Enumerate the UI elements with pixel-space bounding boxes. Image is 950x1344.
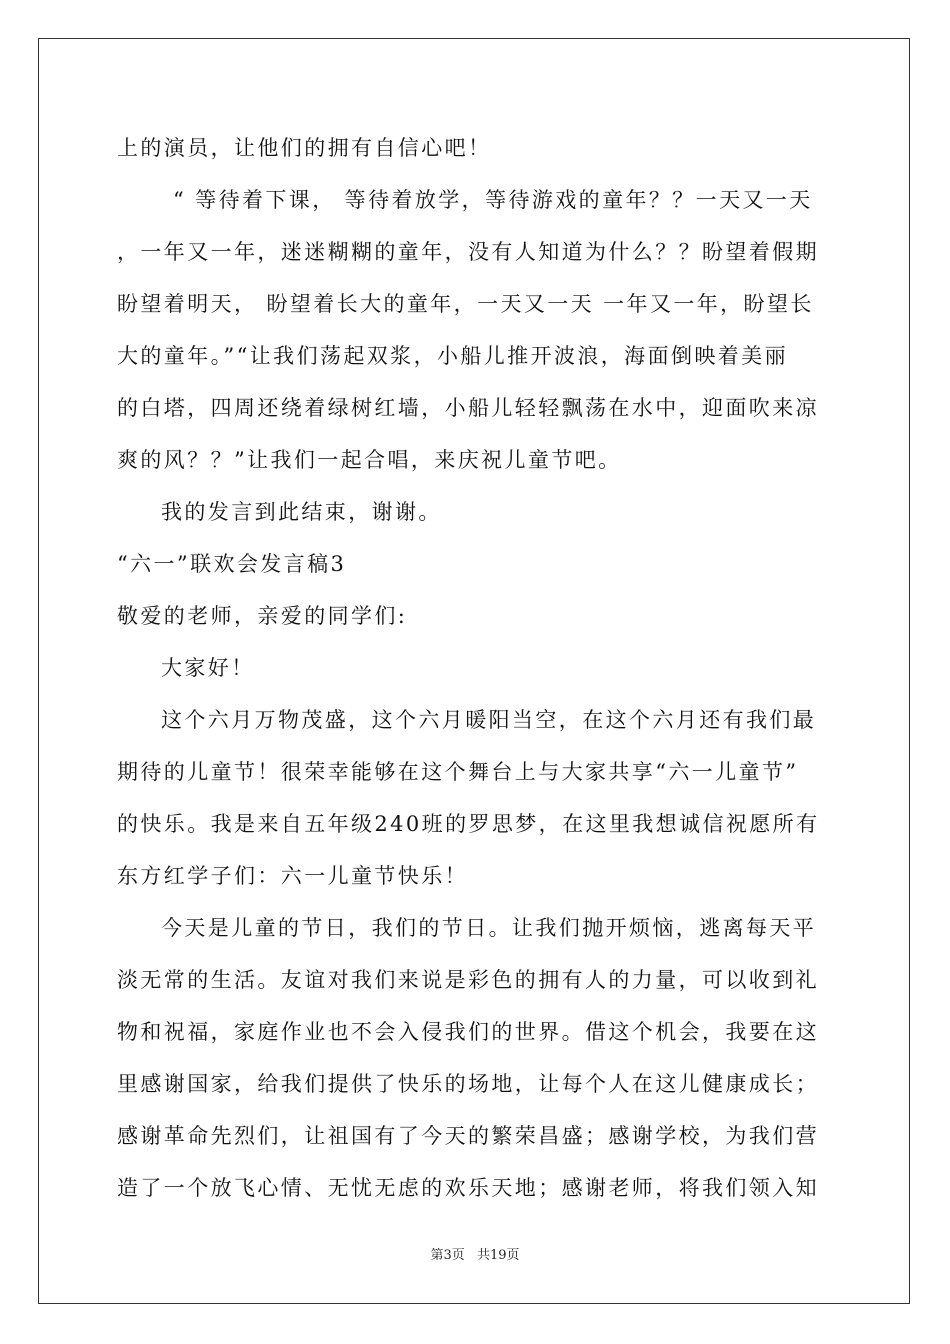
page-total: 共19页	[476, 1248, 520, 1263]
text-line: 这个六月万物茂盛，这个六月暖阳当空，在这个六月还有我们最	[161, 708, 817, 732]
section-heading: “六一”联欢会发言稿3	[117, 552, 347, 576]
greeting: 大家好！	[161, 656, 255, 680]
text-line: 淡无常的生活。友谊对我们来说是彩色的拥有人的力量，可以收到礼	[117, 968, 819, 992]
text-line: 造了一个放飞心情、无忧无虑的欢乐天地；感谢老师，将我们领入知	[117, 1176, 819, 1200]
text-line: ，一年又一年，迷迷糊糊的童年，没有人知道为什么？？盼望着假期	[117, 240, 819, 264]
text-line: 我的发言到此结束，谢谢。	[161, 500, 442, 524]
text-line: 期待的儿童节！很荣幸能够在这个舞台上与大家共享“六一儿童节”	[117, 760, 799, 784]
text-line: 里感谢国家，给我们提供了快乐的场地，让每个人在这儿健康成长；	[117, 1072, 819, 1096]
text-line: “ 等待着下课， 等待着放学，等待游戏的童年？？一天又一天	[173, 188, 813, 212]
text-line: 上的演员，让他们的拥有自信心吧！	[117, 136, 492, 160]
text-line: 的白塔，四周还绕着绿树红墙，小船儿轻轻飘荡在水中，迎面吹来凉	[117, 396, 819, 420]
text-line: 东方红学子们：六一儿童节快乐！	[117, 864, 468, 888]
page-footer	[0, 1246, 950, 1266]
text-line: 爽的风？？”让我们一起合唱，来庆祝儿童节吧。	[117, 448, 622, 472]
page-number: 第3页	[430, 1248, 465, 1263]
text-line: 盼望着明天， 盼望着长大的童年，一天又一天 一年又一年，盼望长	[117, 292, 814, 316]
salutation: 敬爱的老师，亲爱的同学们:	[117, 604, 408, 628]
text-line: 大的童年。”“让我们荡起双浆，小船儿推开波浪，海面倒映着美丽	[117, 344, 788, 368]
text-line: 今天是儿童的节日，我们的节日。让我们抛开烦恼，逃离每天平	[161, 916, 817, 940]
text-line: 的快乐。我是来自五年级240班的罗思梦，在这里我想诚信祝愿所有	[117, 812, 820, 836]
text-line: 感谢革命先烈们，让祖国有了今天的繁荣昌盛；感谢学校，为我们营	[117, 1124, 819, 1148]
text-line: 物和祝福，家庭作业也不会入侵我们的世界。借这个机会，我要在这	[117, 1020, 819, 1044]
